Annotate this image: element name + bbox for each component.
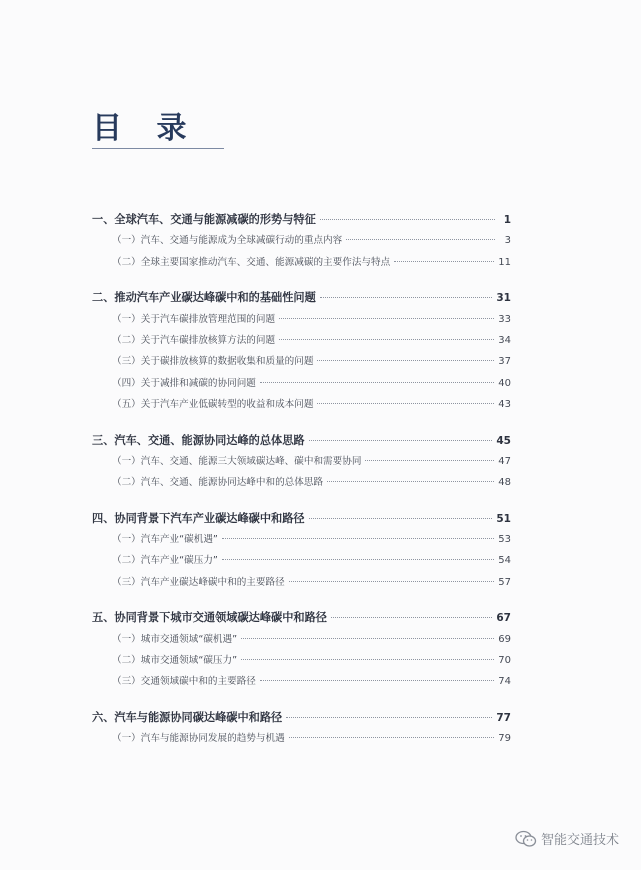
page-number: 74 (498, 676, 511, 688)
toc-subsection-entry-label: （二）全球主要国家推动汽车、交通、能源减碳的主要作法与特点 (112, 256, 391, 268)
toc-subsection-entry-label: （四）关于减排和减碳的协同问题 (112, 377, 256, 389)
dot-leader (317, 360, 494, 361)
toc-subsection-entry-label: （三）汽车产业碳达峰碳中和的主要路径 (112, 576, 285, 588)
page-number: 40 (498, 377, 511, 389)
dot-leader (394, 261, 494, 262)
page-number: 43 (498, 399, 511, 411)
toc-subsection-entry-label: （二）汽车产业“碳压力” (112, 555, 218, 567)
toc-section (92, 609, 511, 695)
dot-leader (309, 440, 493, 441)
dot-leader (317, 403, 494, 404)
watermark (515, 829, 619, 848)
toc-chapter-entry-label: 二、推动汽车产业碳达峰碳中和的基础性问题 (92, 291, 316, 305)
toc-subsection-entry-label: （二）城市交通领域“碳压力” (112, 655, 238, 667)
toc-subsection-entry-label: （一）关于汽车碳排放管理范围的问题 (112, 313, 276, 325)
toc-chapter-entry-label: 四、协同背景下汽车产业碳达峰碳中和路径 (92, 511, 305, 525)
page-number: 47 (498, 455, 511, 467)
page-number: 37 (498, 356, 511, 368)
dot-leader (286, 717, 492, 718)
toc-subsection-entry[interactable] (92, 254, 511, 275)
toc-chapter-entry[interactable] (92, 432, 511, 453)
watermark-text: 智能交通技术 (540, 833, 619, 848)
toc-subsection-entry[interactable] (92, 375, 511, 396)
toc-subsection-entry-label: （五）关于汽车产业低碳转型的收益和成本问题 (112, 399, 314, 411)
dot-leader (241, 638, 494, 639)
page-number: 70 (498, 655, 511, 667)
dot-leader (222, 559, 494, 560)
dot-leader (279, 318, 494, 319)
page-number: 11 (498, 256, 511, 268)
toc-subsection-entry[interactable] (92, 332, 511, 353)
page-number: 79 (498, 733, 511, 745)
dot-leader (346, 239, 495, 240)
toc-subsection-entry[interactable] (92, 552, 511, 573)
toc-subsection-entry-label: （一）汽车产业“碳机遇” (112, 534, 218, 546)
toc-subsection-entry-label: （一）汽车与能源协同发展的趋势与机遇 (112, 733, 285, 745)
page-number: 67 (496, 612, 511, 625)
toc-subsection-entry[interactable] (92, 232, 511, 253)
page-number: 51 (496, 512, 511, 525)
dot-leader (289, 737, 495, 738)
toc-chapter-entry-label: 三、汽车、交通、能源协同达峰的总体思路 (92, 433, 305, 447)
toc-chapter-entry[interactable] (92, 609, 511, 630)
toc-subsection-entry-label: （二）关于汽车碳排放核算方法的问题 (112, 334, 276, 346)
toc-subsection-entry-label: （三）交通领域碳中和的主要路径 (112, 676, 256, 688)
page-number: 3 (504, 235, 511, 247)
toc-chapter-entry[interactable] (92, 709, 511, 730)
toc-subsection-entry[interactable] (92, 474, 511, 495)
page-number: 53 (498, 534, 511, 546)
dot-leader (365, 460, 494, 461)
toc-subsection-entry[interactable] (92, 396, 511, 417)
wechat-icon (515, 830, 537, 848)
toc-subsection-entry[interactable] (92, 574, 511, 595)
toc-chapter-entry[interactable] (92, 510, 511, 531)
toc-chapter-entry[interactable] (92, 289, 511, 310)
page-number: 45 (496, 434, 511, 447)
toc-chapter-entry-label: 一、全球汽车、交通与能源减碳的形势与特征 (92, 213, 316, 226)
toc-subsection-entry[interactable] (92, 631, 511, 652)
toc-subsection-entry[interactable] (92, 730, 511, 751)
dot-leader (260, 680, 494, 681)
page-number: 48 (498, 477, 511, 489)
toc-section (92, 432, 511, 496)
toc-chapter-entry[interactable] (92, 211, 511, 232)
toc-section (92, 211, 511, 275)
dot-leader (289, 581, 495, 582)
dot-leader (320, 297, 493, 298)
dot-leader (309, 518, 493, 519)
page-number: 31 (496, 292, 511, 305)
toc-subsection-entry[interactable] (92, 453, 511, 474)
dot-leader (241, 659, 494, 660)
toc-section (92, 289, 511, 417)
page-number: 34 (498, 334, 511, 346)
dot-leader (320, 219, 495, 220)
dot-leader (331, 617, 492, 618)
dot-leader (327, 481, 494, 482)
toc-chapter-entry-label: 六、汽车与能源协同碳达峰碳中和路径 (92, 710, 283, 724)
toc-section (92, 510, 511, 596)
page-number: 1 (503, 214, 511, 226)
page-number: 54 (498, 555, 511, 567)
toc-section (92, 709, 511, 752)
toc-subsection-entry-label: （一）城市交通领域“碳机遇” (112, 633, 238, 645)
page-title: 目 录 (92, 111, 199, 146)
dot-leader (222, 538, 494, 539)
toc-subsection-entry[interactable] (92, 353, 511, 374)
page-number: 57 (498, 576, 511, 588)
toc-subsection-entry-label: （二）汽车、交通、能源协同达峰中和的总体思路 (112, 477, 324, 489)
dot-leader (260, 382, 494, 383)
toc-subsection-entry[interactable] (92, 652, 511, 673)
page-number: 69 (498, 633, 511, 645)
toc-subsection-entry-label: （一）汽车、交通、能源三大领域碳达峰、碳中和需要协同 (112, 455, 362, 467)
title-underline (92, 148, 224, 149)
toc-subsection-entry[interactable] (92, 311, 511, 332)
toc-subsection-entry[interactable] (92, 673, 511, 694)
toc-subsection-entry-label: （三）关于碳排放核算的数据收集和质量的问题 (112, 356, 314, 368)
toc-subsection-entry-label: （一）汽车、交通与能源成为全球减碳行动的重点内容 (112, 235, 343, 247)
toc-chapter-entry-label: 五、协同背景下城市交通领域碳达峰碳中和路径 (92, 611, 327, 625)
table-of-contents (92, 211, 511, 766)
page-number: 33 (498, 313, 511, 325)
toc-subsection-entry[interactable] (92, 531, 511, 552)
dot-leader (279, 339, 494, 340)
page-number: 77 (496, 711, 511, 724)
